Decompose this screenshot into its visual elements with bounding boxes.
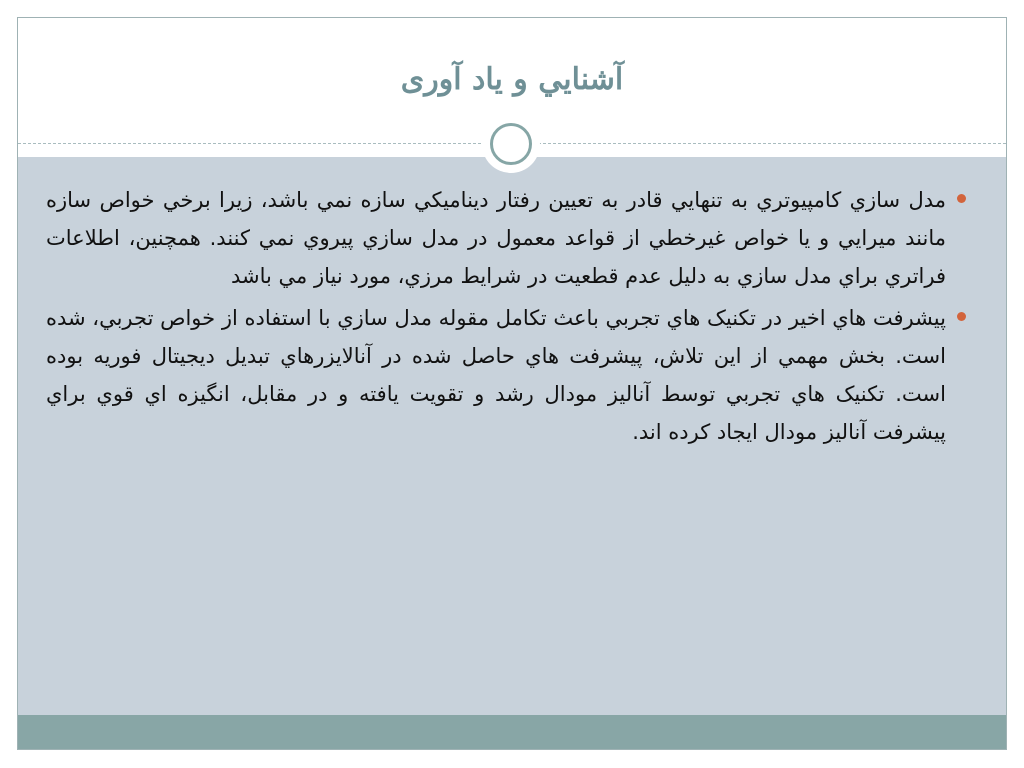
circle-ring xyxy=(490,123,532,165)
bullet-item xyxy=(46,299,968,451)
slide-frame xyxy=(17,17,1007,750)
slide-title: آشنايي و ياد آوری xyxy=(400,62,624,97)
double-circle-icon xyxy=(482,115,540,173)
footer-band xyxy=(18,715,1006,749)
bullet-dot-icon xyxy=(957,312,966,321)
bullet-text: مدل سازي كامپيوتري به تنهايي قادر به تعيين رفتار ديناميكي سازه نمي باشد، زيرا برخي خواص سازه مانند ميرايي و يا خواص غيرخطي از قواعد معمول در مدل سازي پيروي نمي كنند. همچنين، اطلاعات فراتري براي مدل سازي به دليل عدم قطعيت در شرايط مرزي، مورد نياز مي باشد xyxy=(46,188,946,288)
bullet-dot-icon xyxy=(957,194,966,203)
bullet-item xyxy=(46,181,968,295)
bullet-list xyxy=(46,181,968,455)
bullet-text: پیشرفت هاي اخير در تکنیک هاي تجربي باعث تكامل مقوله مدل سازي با استفاده از خواص تجربي، شده است. بخش مهمي از اين تلاش، پیشرفت هاي حاصل شده در آنالايزرهاي تبديل ديجيتال فوريه بوده است. تکنیک هاي تجربي توسط آناليز مودال رشد و تقويت يافته و در مقابل، انگيزه اي قوي براي پيشرفت آناليز مودال ايجاد كرده اند. xyxy=(46,306,946,444)
